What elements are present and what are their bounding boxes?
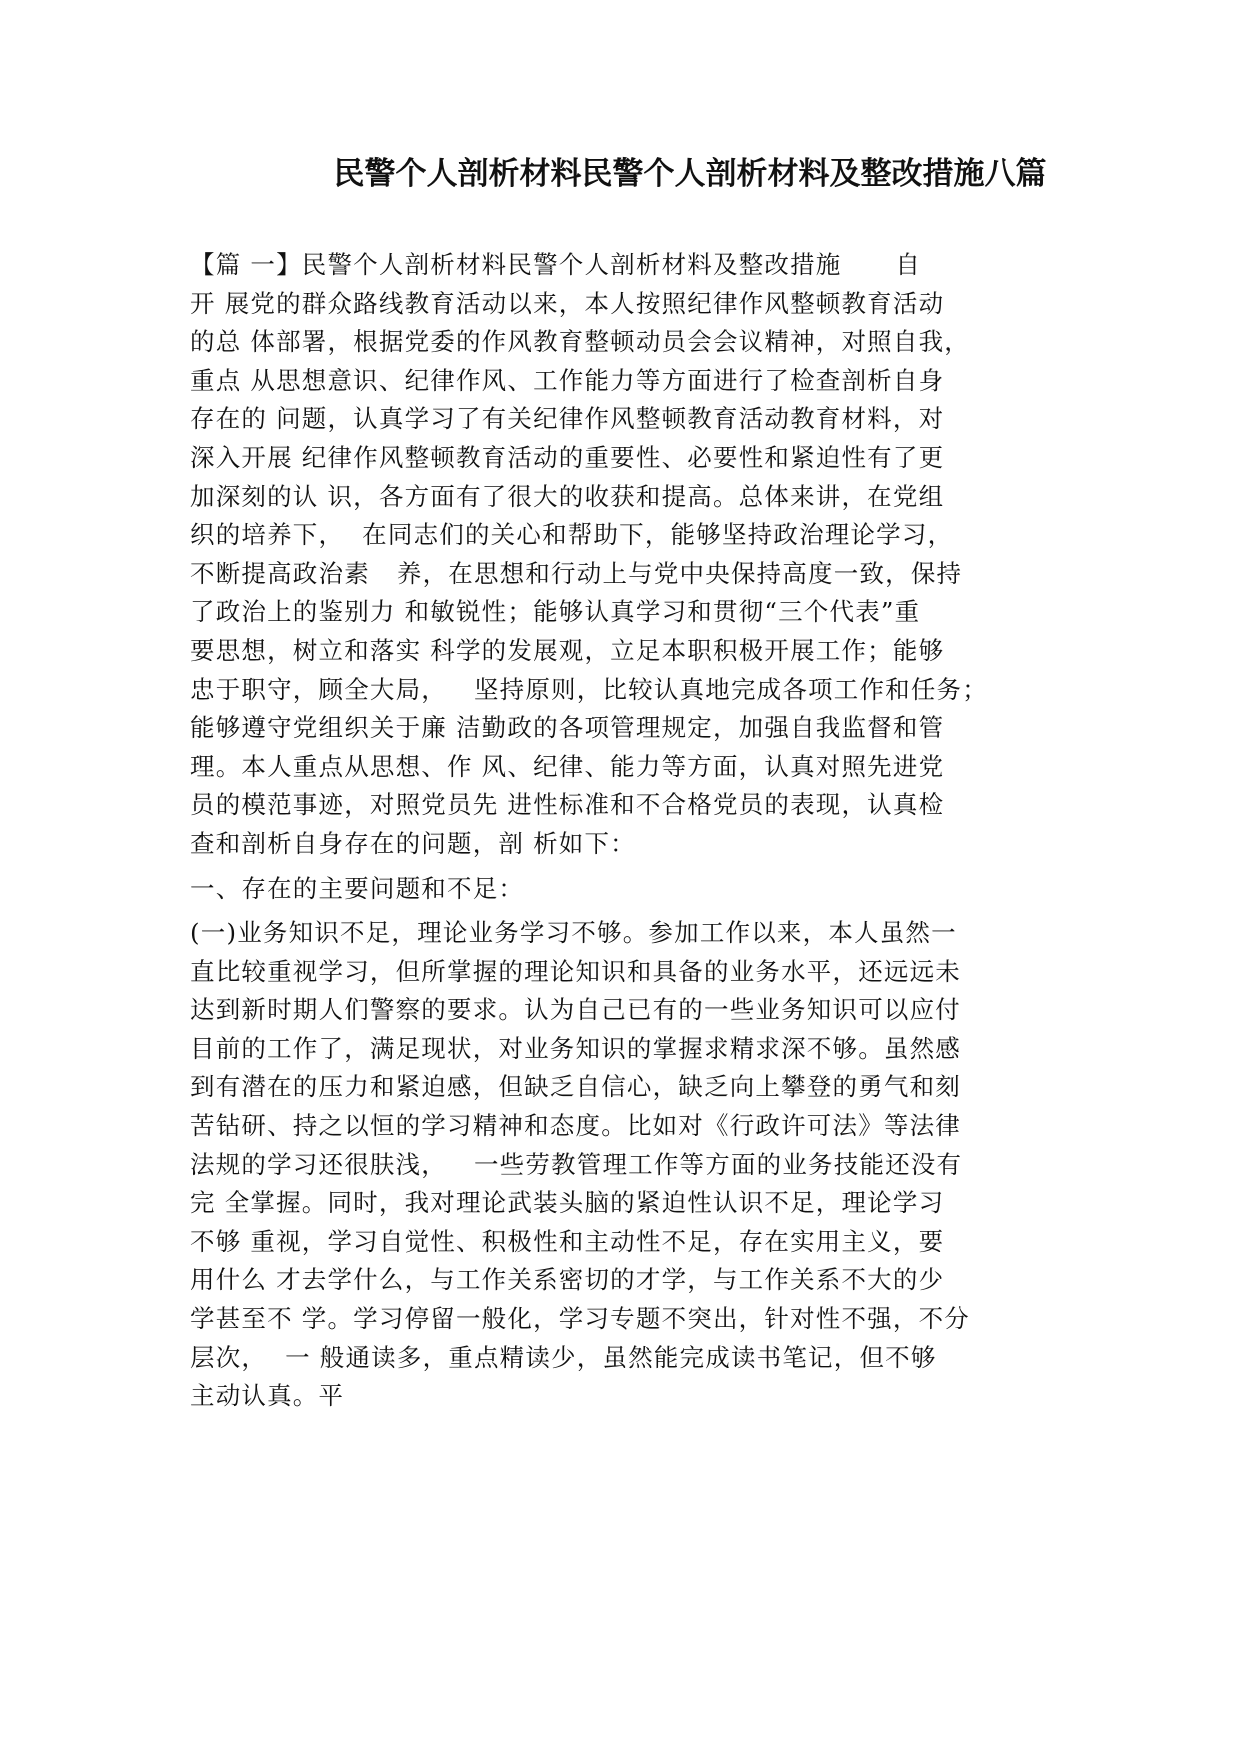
body-line: 加深刻的认 识，各方面有了很大的收获和提高。总体来讲，在党组 [190, 481, 945, 511]
body-line: 重点 从思想意识、纪律作风、工作能力等方面进行了检查剖析自身 [190, 365, 945, 395]
body-line: 达到新时期人们警察的要求。认为自己已有的一些业务知识可以应付 [190, 995, 961, 1025]
body-line: 理。本人重点从思想、作 风、纪律、能力等方面，认真对照先进党 [190, 751, 945, 781]
body-line: 层次， 一 般通读多，重点精读少，虽然能完成读书笔记，但不够 [190, 1342, 937, 1372]
body-line: 的总 体部署，根据党委的作风教育整顿动员会会议精神，对照自我， [190, 327, 970, 357]
body-line: 要思想，树立和落实 科学的发展观，立足本职积极开展工作；能够 [190, 635, 945, 665]
body-line: 完 全掌握。同时，我对理论武装头脑的紧迫性认识不足，理论学习 [190, 1188, 945, 1218]
body-line: 能够遵守党组织关于廉 洁勤政的各项管理规定，加强自我监督和管 [190, 713, 945, 743]
body-line: 【篇 一】民警个人剖析材料民警个人剖析材料及整改措施 自 [190, 250, 922, 279]
body-line: 员的模范事迹，对照党员先 进性标准和不合格党员的表现，认真检 [190, 790, 945, 820]
document-title: 民警个人剖析材料民警个人剖析材料及整改措施八篇 [333, 156, 1047, 192]
body-line: 法规的学习还很肤浅， 一些劳教管理工作等方面的业务技能还没有 [190, 1149, 963, 1179]
body-line: 存在的 问题，认真学习了有关纪律作风整顿教育活动教育材料，对 [190, 404, 945, 434]
body-line: 用什么 才去学什么，与工作关系密切的才学，与工作关系不大的少 [190, 1265, 945, 1295]
body-line: (一)业务知识不足，理论业务学习不够。参加工作以来，本人虽然一 [190, 918, 957, 948]
body-line: 到有潜在的压力和紧迫感，但缺乏自信心，缺乏向上攀登的勇气和刻 [190, 1072, 961, 1102]
body-line: 查和剖析自身存在的问题，剖 析如下： [190, 828, 636, 858]
body-line: 不断提高政治素 养，在思想和行动上与党中央保持高度一致，保持 [190, 558, 963, 588]
body-line: 了政治上的鉴别力 和敏锐性；能够认真学习和贯彻“三个代表”重 [190, 597, 921, 627]
body-line: 苦钻研、持之以恒的学习精神和态度。比如对《行政许可法》等法律 [190, 1111, 961, 1141]
body-line: 主动认真。平 [190, 1381, 345, 1411]
body-line: 忠于职守，顾全大局， 坚持原则，比较认真地完成各项工作和任务； [190, 674, 988, 704]
body-line: 织的培养下， 在同志们的关心和帮助下，能够坚持政治理论学习， [190, 520, 954, 550]
section-heading: 一、存在的主要问题和不足： [190, 873, 525, 903]
body-line: 不够 重视，学习自觉性、积极性和主动性不足，存在实用主义，要 [190, 1226, 945, 1256]
body-line: 直比较重视学习，但所掌握的理论知识和具备的业务水平，还远远未 [190, 956, 961, 986]
document-body [190, 246, 1070, 1416]
body-line: 目前的工作了，满足现状，对业务知识的掌握求精求深不够。虽然感 [190, 1033, 961, 1063]
body-line: 深入开展 纪律作风整顿教育活动的重要性、必要性和紧迫性有了更 [190, 442, 945, 472]
body-line: 开 展党的群众路线教育活动以来，本人按照纪律作风整顿教育活动 [190, 288, 945, 318]
body-line: 学甚至不 学。学习停留一般化，学习专题不突出，针对性不强，不分 [190, 1304, 970, 1334]
